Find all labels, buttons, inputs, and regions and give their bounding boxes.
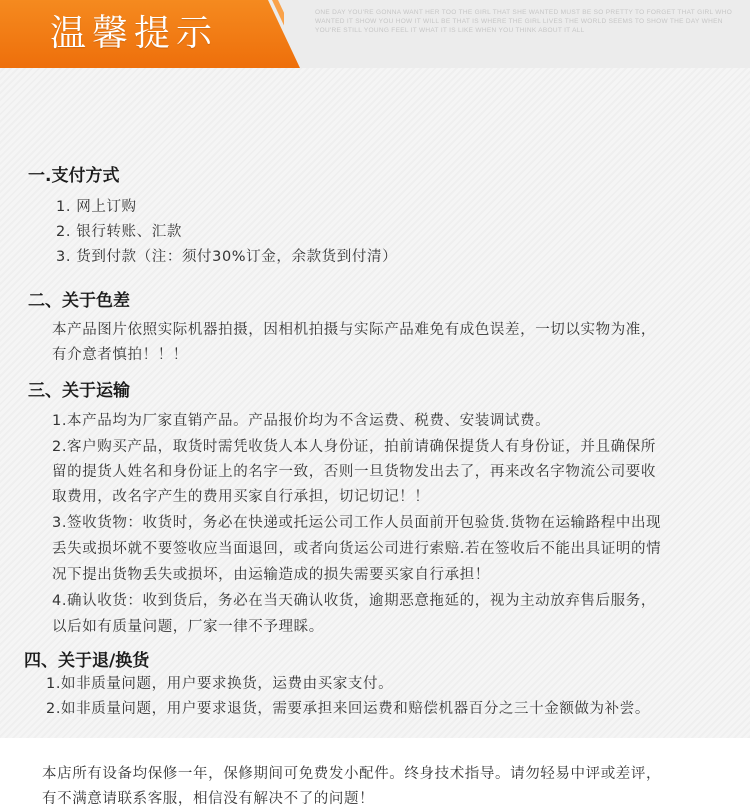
section-heading-returns: 四、关于退/换货 <box>24 651 150 671</box>
bottom-band <box>0 738 750 764</box>
banner-title: 温馨提示 <box>50 13 219 54</box>
list-item: 3. 货到付款（注：须付30%订金，余款货到付清） <box>56 249 398 265</box>
paragraph-line: 1.本产品均为厂家直销产品。产品报价均为不含运费、税费、安装调试费。 <box>52 413 551 429</box>
section-heading-payment: 一.支付方式 <box>28 166 120 186</box>
list-item: 2. 银行转账、汇款 <box>56 224 182 240</box>
paragraph-line: 4.确认收货：收到货后，务必在当天确认收货，逾期恶意拖延的，视为主动放弃售后服务， <box>52 593 656 609</box>
banner-decorative-text: ONE DAY YOU'RE GONNA WANT HER TOO THE GIRL THAT SHE WANTED MUST BE SO PRETTY TO FORGET THAT GIRL WHO WANTED IT SHOW YOU HOW IT WILL BE THAT IS WHERE THE GIRL LIVES THE WORLD SEEMS TO SHOW THE DAY WHEN YOU'RE STILL YOUNG FEEL IT WHAT IT IS LIKE WHEN YOU THINK ABOUT IT ALL <box>315 9 733 34</box>
paragraph-line: 有介意者慎拍！！！ <box>52 347 188 363</box>
section-heading-shipping: 三、关于运输 <box>28 381 130 401</box>
paragraph-line: 1.如非质量问题，用户要求换货，运费由买家支付。 <box>46 676 394 692</box>
paragraph-line: 本产品图片依照实际机器拍摄，因相机拍摄与实际产品难免有成色误差，一切以实物为准， <box>52 322 656 338</box>
list-item: 1. 网上订购 <box>56 199 137 215</box>
paragraph-line: 丢失或损坏就不要签收应当面退回，或者向货运公司进行索赔.若在签收后不能出具证明的情 <box>52 541 662 557</box>
banner <box>0 0 750 68</box>
section-heading-color: 二、关于色差 <box>28 291 130 311</box>
paragraph-line: 2.如非质量问题，用户要求退货，需要承担来回运费和赔偿机器百分之三十金额做为补尝。 <box>46 701 650 717</box>
paragraph-line: 2.客户购买产品，取货时需凭收货人本人身份证，拍前请确保提货人有身份证，并且确保所 <box>52 439 656 455</box>
paragraph-line: 取费用，改名字产生的费用买家自行承担，切记切记！！ <box>52 489 430 505</box>
paragraph-line: 况下提出货物丢失或损坏，由运输造成的损失需要买家自行承担！ <box>52 567 490 583</box>
paragraph-line: 留的提货人姓名和身份证上的名字一致，否则一旦货物发出去了，再来改名字物流公司要收 <box>52 464 656 480</box>
paragraph-line: 本店所有设备均保修一年，保修期间可免费发小配件。终身技术指导。请勿轻易中评或差评， <box>42 766 662 782</box>
paragraph-line: 3.签收货物：收货时，务必在快递或托运公司工作人员面前开包验货.货物在运输路程中出现 <box>52 515 662 531</box>
paragraph-line: 以后如有质量问题，厂家一律不予理睬。 <box>52 619 324 635</box>
paragraph-line: 有不满意请联系客服，相信没有解决不了的问题！ <box>42 791 375 807</box>
